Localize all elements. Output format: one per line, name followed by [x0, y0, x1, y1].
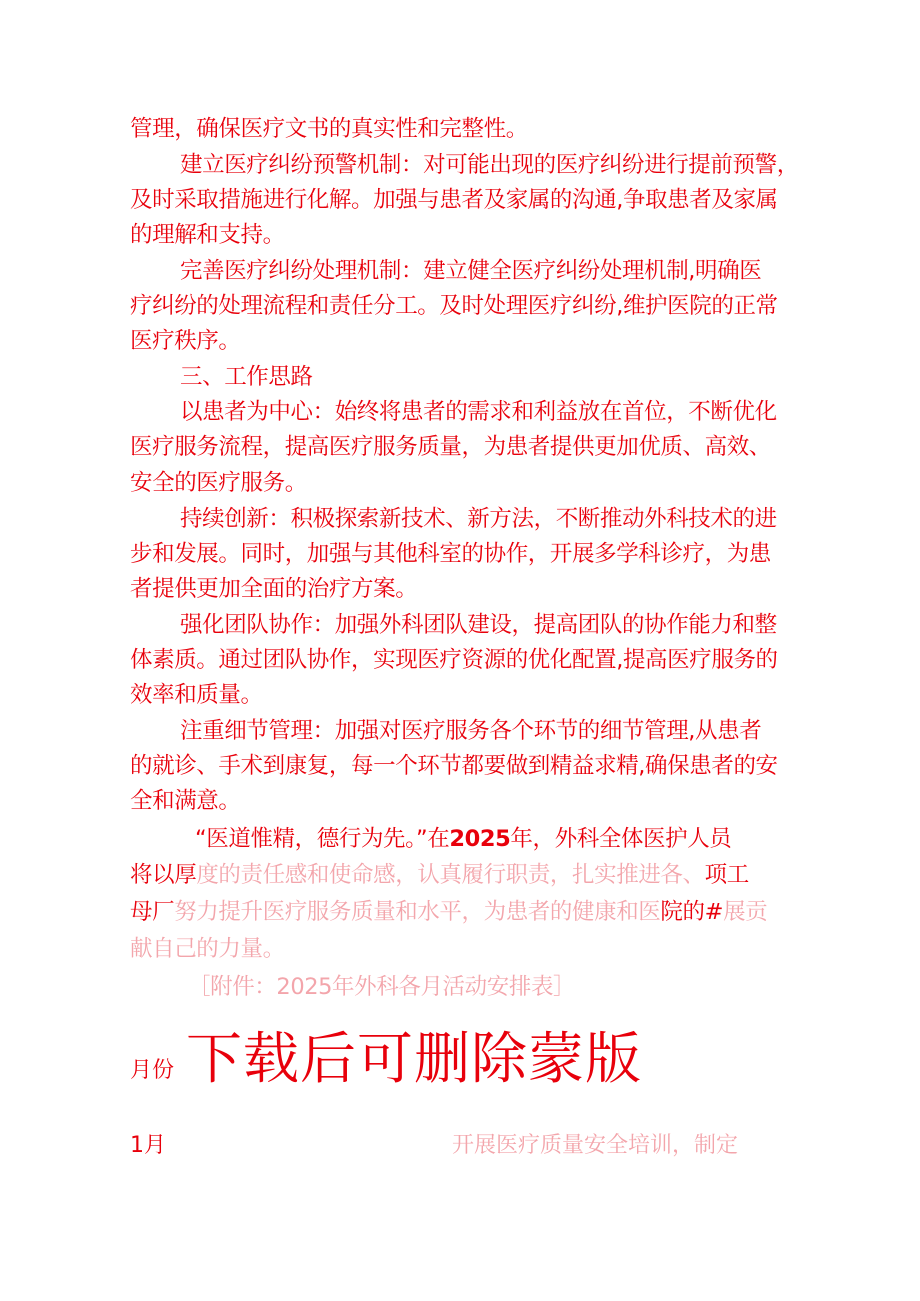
closing-line-1	[195, 824, 731, 854]
paragraph-line: 步和发展。同时，加强与其他科室的协作，开展多学科诊疗，为患	[130, 541, 771, 567]
watermark-overlay-text: 下载后可删除蒙版	[186, 1027, 642, 1092]
paragraph-line: 全和满意。	[130, 788, 241, 814]
closing-line-2	[130, 860, 749, 890]
faded-text: 展贡	[723, 899, 768, 925]
closing-line-3	[130, 897, 767, 927]
table-row-month: 1月	[130, 1133, 166, 1158]
paragraph-line: 安全的医疗服务。	[130, 470, 307, 496]
paragraph-line: 的理解和支持。	[130, 222, 285, 248]
year-text: 2025	[449, 826, 511, 852]
closing-text: 年，外科全体医护人员	[510, 826, 732, 852]
paragraph-line: 持续创新：积极探索新技术、新方法，不断推动外科技术的进	[180, 506, 777, 532]
paragraph-line: 以患者为中心：始终将患者的需求和利益放在首位，不断优化	[180, 399, 777, 425]
paragraph-line: 效率和质量。	[130, 682, 263, 708]
closing-text: 将以厚	[130, 862, 197, 888]
closing-text: 院的#	[660, 899, 724, 925]
paragraph-line: 的就诊、手术到康复，每一个环节都要做到精益求精,确保患者的安	[130, 753, 778, 779]
paragraph-line: 者提供更加全面的治疗方案。	[130, 576, 418, 602]
paragraph-line: 建立医疗纠纷预警机制：对可能出现的医疗纠纷进行提前预警，	[180, 152, 799, 178]
closing-quote: “医道惟精，德行为先。”在	[195, 826, 450, 852]
section-heading: 三、工作思路	[180, 364, 313, 390]
closing-text: 母厂	[130, 899, 175, 925]
paragraph-line: 医疗服务流程，提高医疗服务质量，为患者提供更加优质、高效、	[130, 434, 771, 460]
paragraph-line: 疗纠纷的处理流程和责任分工。及时处理医疗纠纷,维护医院的正常	[130, 293, 778, 319]
paragraph-line: 及时采取措施进行化解。加强与患者及家属的沟通,争取患者及家属	[130, 187, 778, 213]
attachment-note: ［附件：2025年外科各月活动安排表］	[188, 974, 576, 1000]
paragraph-line: 强化团队协作：加强外科团队建设，提高团队的协作能力和整	[180, 612, 777, 638]
faded-text: 度的责任感和使命感，认真履行职责，扎实推进各、	[196, 862, 705, 888]
table-header-month: 月份	[130, 1058, 175, 1083]
paragraph-line: 完善医疗纠纷处理机制：建立健全医疗纠纷处理机制,明确医	[180, 258, 762, 284]
faded-text: 努力提升医疗服务质量和水平，为患者的健康和医	[174, 899, 661, 925]
closing-line-4: 献自己的力量。	[130, 936, 285, 962]
paragraph-line: 注重细节管理：加强对医疗服务各个环节的细节管理,从患者	[180, 718, 762, 744]
paragraph-line: 体素质。通过团队协作，实现医疗资源的优化配置,提高医疗服务的	[130, 647, 778, 673]
table-row-content: 开展医疗质量安全培训，制定	[452, 1133, 739, 1158]
closing-text: 项工	[704, 862, 749, 888]
paragraph-line: 管理，确保医疗文书的真实性和完整性。	[130, 116, 528, 142]
paragraph-line: 医疗秩序。	[130, 328, 241, 354]
